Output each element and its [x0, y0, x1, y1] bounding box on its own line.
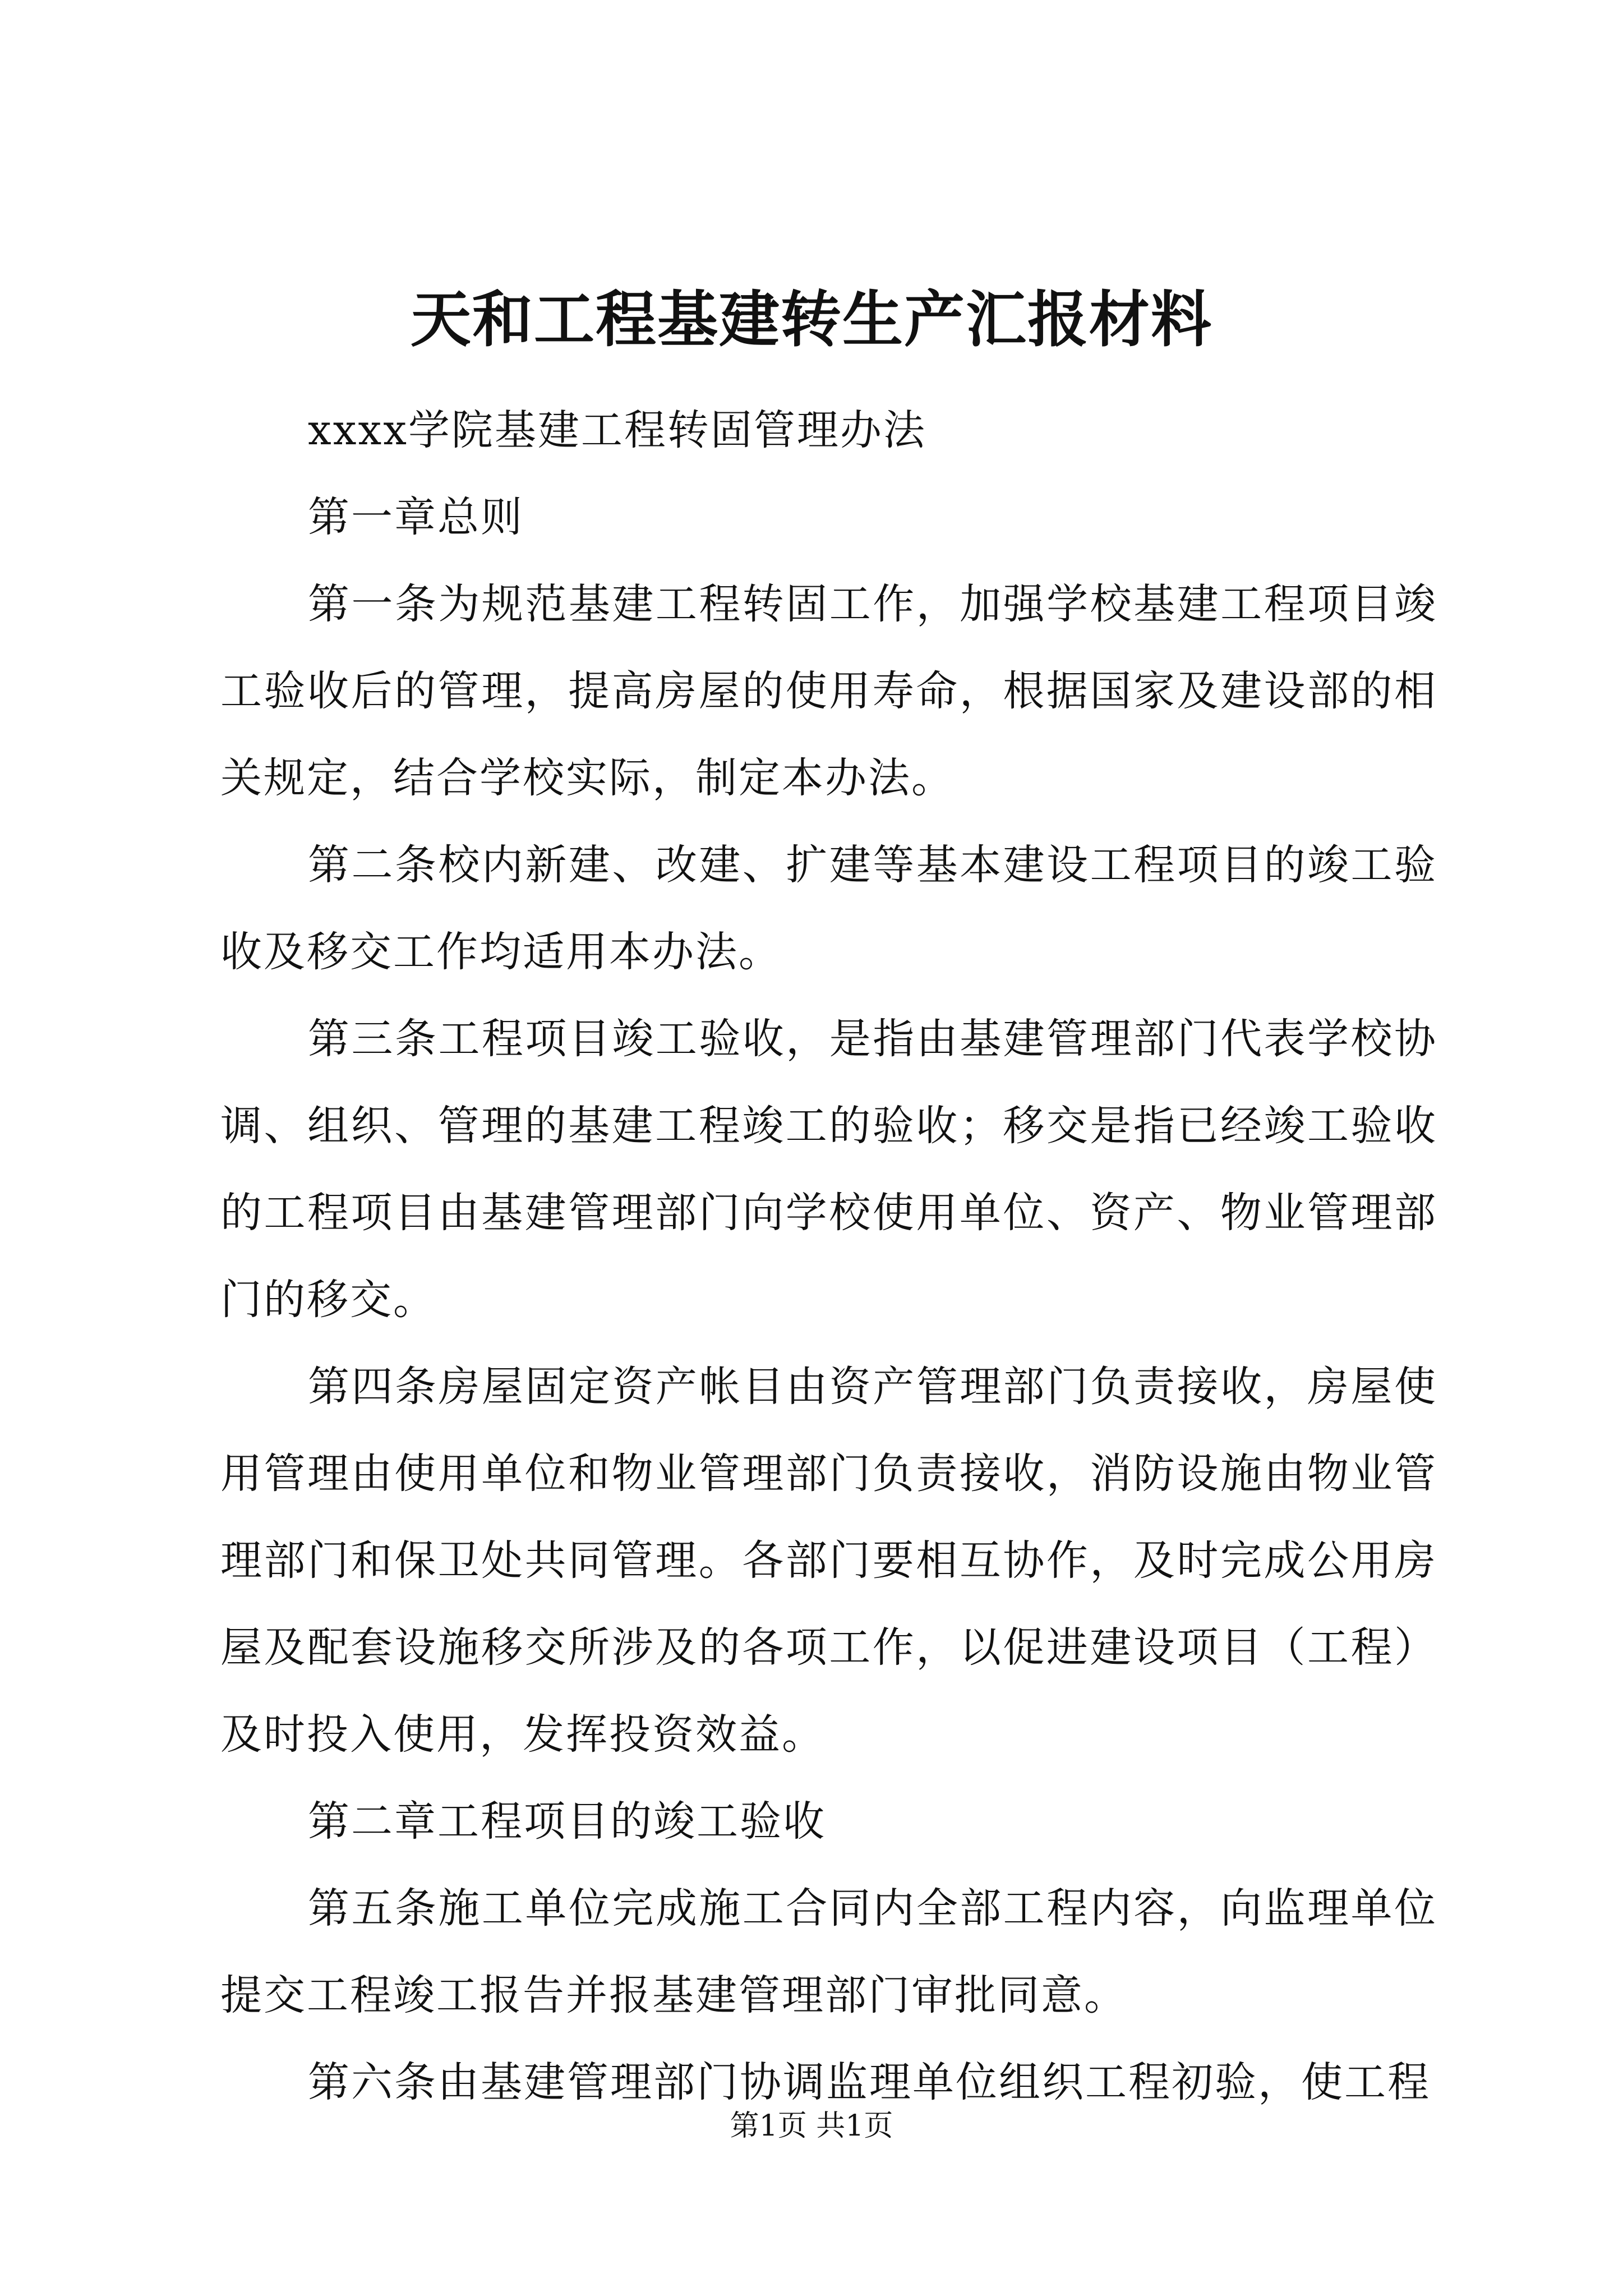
paragraph-article-1: 第一条为规范基建工程转固工作，加强学校基建工程项目竣工验收后的管理，提高房屋的使用寿命，根据国家及建设部的相关规定，结合学校实际，制定本办法。: [220, 580, 1437, 802]
paragraph-article-4: 第四条房屋固定资产帐目由资产管理部门负责接收，房屋使用管理由使用单位和物业管理部门负责接收，消防设施由物业管理部门和保卫处共同管理。各部门要相互协作，及时完成公用房屋及配套设施移交所涉及的各项工作，以促进建设项目（工程）及时投入使用，发挥投资效益。: [220, 1363, 1437, 1759]
paragraph-article-2: 第二条校内新建、改建、扩建等基本建设工程项目的竣工验收及移交工作均适用本办法。: [220, 841, 1437, 976]
paragraph-article-6: 第六条由基建管理部门协调监理单位组织工程初验，使工程: [308, 2058, 1431, 2106]
paragraph-article-3: 第三条工程项目竣工验收，是指由基建管理部门代表学校协调、组织、管理的基建工程竣工的验收；移交是指已经竣工验收的工程项目由基建管理部门向学校使用单位、资产、物业管理部门的移交。: [220, 1015, 1437, 1324]
page-footer: 第1页 共1页: [730, 2109, 893, 2143]
paragraph-subtitle: xxxx学院基建工程转固管理办法: [308, 406, 926, 454]
document-body: [220, 387, 1437, 2126]
paragraph-article-5: 第五条施工单位完成施工合同内全部工程内容，向监理单位提交工程竣工报告并报基建管理部门审批同意。: [220, 1884, 1437, 2019]
document-title: 天和工程基建转生产汇报材料: [410, 284, 1212, 355]
paragraph-chapter-2: 第二章工程项目的竣工验收: [308, 1797, 826, 1846]
paragraph-chapter-1: 第一章总则: [308, 493, 524, 541]
